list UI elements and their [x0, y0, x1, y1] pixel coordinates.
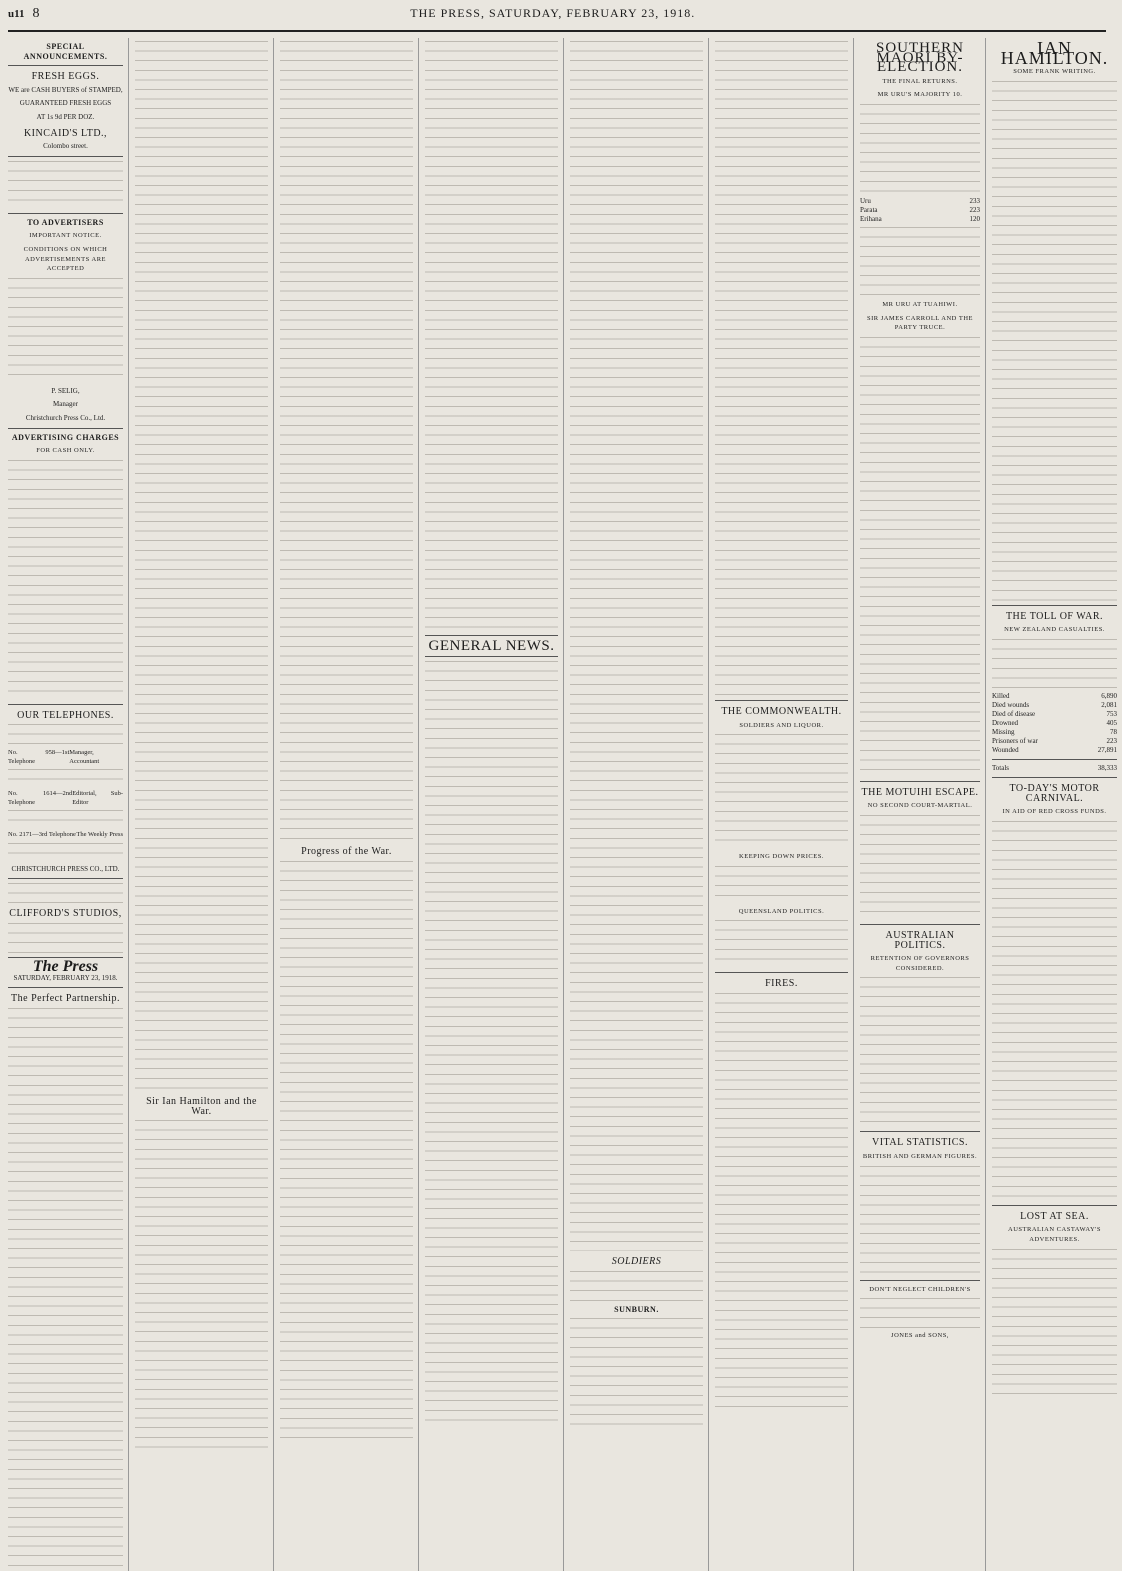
article-body	[135, 1120, 268, 1450]
phone-note: The Weekly Press	[76, 831, 123, 839]
article-body	[425, 661, 558, 1426]
frank-writing: SOME FRANK WRITING.	[1013, 68, 1096, 76]
casualty-row	[992, 746, 1117, 755]
column-3	[280, 38, 419, 1571]
phone-row	[8, 831, 123, 840]
signature: P. SELIG,	[51, 386, 80, 395]
ian-heading: IAN HAMILTON.	[1000, 38, 1109, 68]
candidate-name: Erihana	[860, 214, 882, 223]
ian-war-heading: Sir Ian Hamilton and the War.	[146, 1096, 257, 1117]
casualty-label: Killed	[992, 691, 1010, 700]
fires-heading: FIRES.	[765, 978, 798, 990]
casualty-value: 78	[1110, 727, 1117, 736]
text-block	[715, 734, 848, 849]
press-company: CHRISTCHURCH PRESS CO., LTD.	[11, 864, 120, 873]
brit-german: BRITISH AND GERMAN FIGURES.	[862, 1152, 978, 1160]
divider	[715, 700, 848, 701]
text-block	[860, 1298, 980, 1328]
general-news-heading: GENERAL NEWS.	[428, 638, 555, 654]
motuihi-heading: THE MOTUIHI ESCAPE.	[861, 786, 979, 798]
signature-org: Christchurch Press Co., Ltd.	[25, 413, 106, 422]
divider	[992, 1205, 1117, 1206]
text-block	[715, 920, 848, 968]
article-body	[570, 41, 703, 1251]
retention: RETENTION OF GOVERNORS CONSIDERED.	[870, 955, 970, 972]
toll-heading: THE TOLL OF WAR.	[1005, 610, 1104, 622]
final-returns: THE FINAL RETURNS.	[882, 77, 958, 85]
masthead	[8, 6, 1106, 32]
divider	[8, 704, 123, 705]
cliffords-heading: CLIFFORD'S STUDIOS,	[9, 908, 122, 920]
candidate-votes: 223	[969, 205, 980, 214]
maori-heading: SOUTHERN MAORI BY-ELECTION.	[875, 40, 964, 76]
masthead-left	[8, 6, 40, 22]
casualty-row	[992, 728, 1117, 737]
text-block	[860, 815, 980, 920]
casualty-table	[992, 692, 1117, 773]
result-row	[860, 197, 980, 206]
telephones-heading: OUR TELEPHONES.	[17, 709, 114, 721]
page-title: THE PRESS, SATURDAY, FEBRUARY 23, 1918.	[410, 6, 696, 20]
divider	[860, 1280, 980, 1281]
divider	[715, 972, 848, 973]
kincaid-name: KINCAID'S LTD.,	[23, 127, 108, 139]
text-block	[715, 866, 848, 904]
eggs-line-1: WE are CASH BUYERS of STAMPED,	[8, 85, 123, 94]
important-notice: IMPORTANT NOTICE.	[29, 232, 102, 240]
divider	[8, 987, 123, 988]
divider	[860, 781, 980, 782]
special-heading: SPECIAL ANNOUNCEMENTS.	[23, 42, 108, 61]
divider	[425, 656, 558, 657]
court-martial: NO SECOND COURT-MARTIAL.	[867, 802, 973, 810]
text-block	[992, 639, 1117, 689]
phone-row	[8, 749, 123, 766]
lost-sea-heading: LOST AT SEA.	[1020, 1210, 1089, 1222]
text-block	[8, 460, 123, 700]
vital-heading: VITAL STATISTICS.	[872, 1137, 968, 1149]
fresh-eggs-heading: FRESH EGGS.	[31, 71, 100, 83]
divider	[8, 213, 123, 214]
text-block	[860, 977, 980, 1127]
article-body	[860, 337, 980, 777]
text-block	[8, 161, 123, 209]
article-body	[992, 1249, 1117, 1399]
article-body	[715, 41, 848, 696]
candidate-name: Uru	[860, 196, 871, 205]
column-8	[992, 38, 1122, 1571]
casualty-label: Died wounds	[992, 700, 1030, 709]
casualty-row	[992, 710, 1117, 719]
motor-heading: TO-DAY'S MOTOR CARNIVAL.	[1009, 782, 1100, 804]
soldiers-heading: SOLDIERS	[611, 1256, 662, 1267]
text-block	[860, 104, 980, 194]
eggs-line-2: GUARANTEED FRESH EGGS	[19, 99, 112, 108]
candidate-name: Parata	[860, 205, 878, 214]
soldiers-liquor: SOLDIERS AND LIQUOR.	[739, 721, 824, 729]
divider	[425, 635, 558, 636]
casualty-row	[992, 737, 1117, 746]
casualty-label: Prisoners of war	[992, 736, 1038, 745]
signature-role: Manager	[53, 400, 78, 409]
perfect-partnership-heading: The Perfect Partnership.	[11, 993, 120, 1005]
text-block	[8, 883, 123, 903]
article-body	[992, 81, 1117, 601]
castaways: AUSTRALIAN CASTAWAY'S ADVENTURES.	[1008, 1226, 1101, 1243]
red-cross: IN AID OF RED CROSS FUNDS.	[1002, 808, 1107, 816]
article-body	[280, 861, 413, 1441]
casualty-value: 27,891	[1097, 745, 1117, 754]
commonwealth-heading: THE COMMONWEALTH.	[721, 706, 842, 717]
casualty-row	[992, 692, 1117, 701]
casualty-total-label: Totals	[992, 763, 1010, 772]
eggs-line-3: AT 1s 9d PER DOZ.	[36, 112, 95, 121]
candidate-votes: 233	[969, 196, 980, 205]
text-block	[570, 1271, 703, 1301]
article-body	[992, 821, 1117, 1201]
article-body	[715, 993, 848, 1413]
jones-name: JONES and SONS,	[891, 1332, 949, 1340]
phone-note: Manager, Accountant	[69, 749, 100, 765]
casualty-total: 38,333	[1097, 763, 1117, 772]
column-4	[425, 38, 564, 1571]
result-row	[860, 206, 980, 215]
text-block	[8, 724, 123, 746]
divider	[992, 605, 1117, 606]
qld-politics: QUEENSLAND POLITICS.	[738, 907, 825, 915]
column-7	[860, 38, 986, 1571]
phone-label: No. 958—1st Telephone	[8, 749, 70, 765]
conditions-heading: CONDITIONS ON WHICH ADVERTISEMENTS ARE ACCEPTED	[23, 245, 108, 273]
nz-casualties: NEW ZEALAND CASUALTIES.	[1004, 626, 1105, 634]
issue-date: SATURDAY, FEBRUARY 23, 1918.	[13, 973, 118, 982]
column-1	[8, 38, 129, 1571]
column-5	[570, 38, 709, 1571]
text-block	[8, 923, 123, 953]
neglect-heading: DON'T NEGLECT CHILDREN'S	[869, 1285, 971, 1293]
aus-politics-heading: AUSTRALIAN POLITICS.	[885, 929, 955, 951]
phone-row	[8, 790, 123, 807]
result-row	[860, 215, 980, 224]
text-block	[860, 1166, 980, 1276]
results-table	[860, 197, 980, 224]
divider	[8, 156, 123, 157]
text-block	[570, 1318, 703, 1428]
adv-charges-heading: ADVERTISING CHARGES	[11, 432, 120, 442]
casualty-value: 6,890	[1101, 691, 1117, 700]
casualty-label: Wounded	[992, 745, 1019, 754]
press-logo: The Press	[32, 957, 99, 975]
text-block	[860, 227, 980, 297]
progress-heading: Progress of the War.	[301, 846, 392, 857]
text-block	[8, 843, 123, 861]
text-block	[8, 769, 123, 787]
divider	[8, 878, 123, 879]
casualty-value: 2,081	[1101, 700, 1117, 709]
candidate-votes: 120	[969, 214, 980, 223]
casualty-value: 753	[1106, 709, 1117, 718]
cash-only: FOR CASH ONLY.	[36, 447, 95, 455]
column-2	[135, 38, 274, 1571]
corner-mark: u11	[8, 8, 25, 20]
divider	[860, 1131, 980, 1132]
divider	[992, 777, 1117, 778]
casualty-label: Missing	[992, 727, 1015, 736]
majority: MR URU'S MAJORITY 10.	[877, 91, 963, 99]
column-6	[715, 38, 854, 1571]
casualty-label: Died of disease	[992, 709, 1036, 718]
divider	[860, 924, 980, 925]
casualty-value: 223	[1106, 736, 1117, 745]
columns	[8, 38, 1117, 1458]
casualty-label: Drowned	[992, 718, 1019, 727]
casualty-value: 405	[1106, 718, 1117, 727]
article-body	[8, 1008, 123, 1568]
at-tuahiwi: MR URU AT TUAHIWI.	[882, 300, 958, 308]
advertisers-heading: TO ADVERTISERS	[27, 217, 104, 227]
article-body	[425, 41, 558, 631]
article-body	[280, 41, 413, 841]
casualty-row	[992, 719, 1117, 728]
phone-label: No. 2171—3rd Telephone	[8, 831, 76, 839]
divider	[992, 759, 1117, 760]
phone-label: No. 1614—2nd Telephone	[8, 790, 73, 806]
divider	[8, 65, 123, 66]
kincaid-address: Colombo street.	[43, 142, 88, 151]
text-block	[8, 810, 123, 828]
carroll-heading: SIR JAMES CARROLL AND THE PARTY TRUCE.	[866, 314, 974, 332]
casualty-total-row	[992, 764, 1117, 773]
phone-note: Editorial, Sub-Editor	[72, 790, 123, 806]
divider	[8, 428, 123, 429]
text-block	[8, 278, 123, 383]
casualty-row	[992, 701, 1117, 710]
keeping-prices: KEEPING DOWN PRICES.	[739, 853, 824, 861]
article-body	[135, 41, 268, 1091]
sunburn-heading: SUNBURN.	[614, 1304, 659, 1314]
page-number: 8	[32, 6, 40, 21]
